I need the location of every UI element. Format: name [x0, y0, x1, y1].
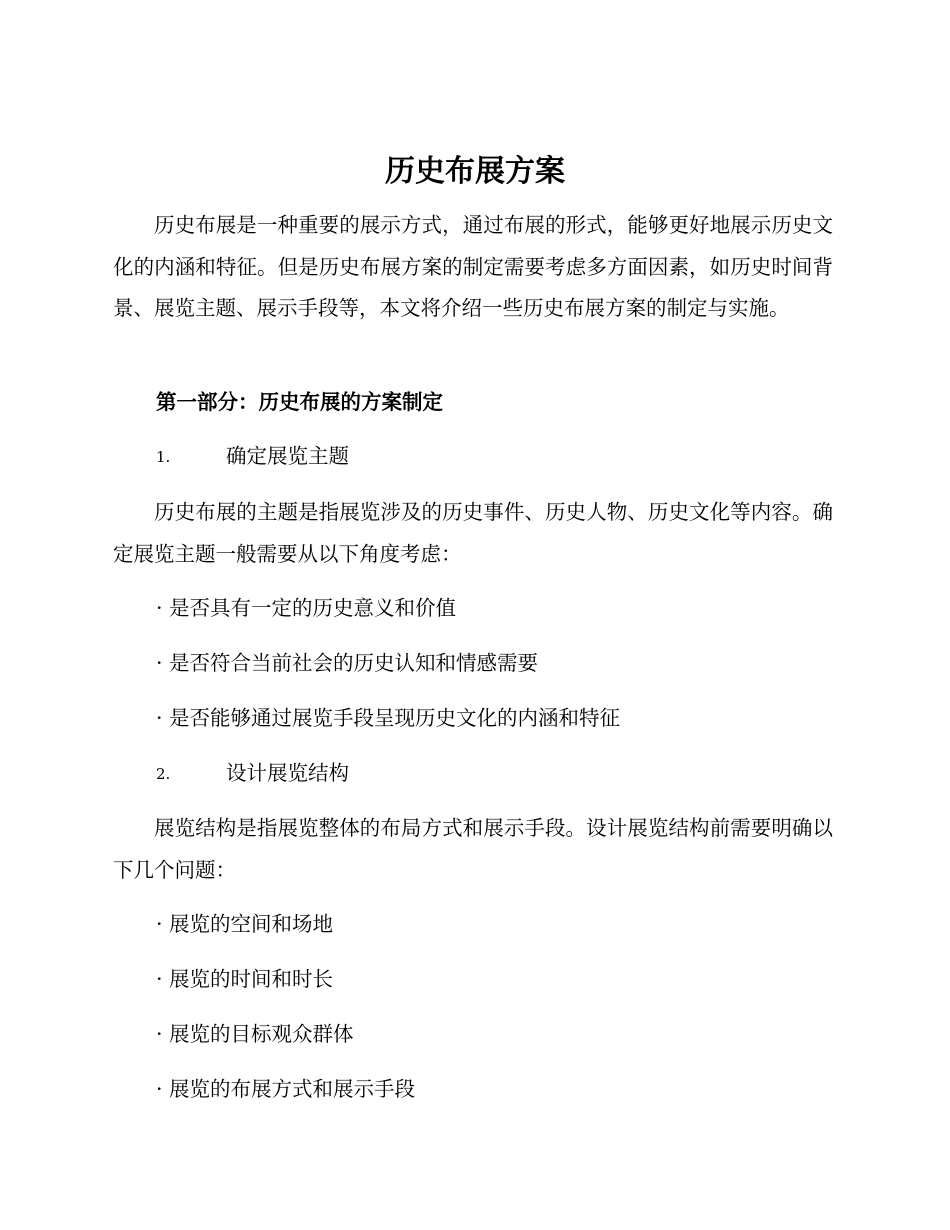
- item1-bullet-3: · 是否能够通过展览手段呈现历史文化的内涵和特征: [156, 706, 621, 730]
- item1-bullet-2: · 是否符合当前社会的历史认知和情感需要: [156, 651, 539, 675]
- part1-heading: 第一部分：历史布展的方案制定: [156, 390, 443, 414]
- item2-bullet-3: · 展览的目标观众群体: [156, 1022, 354, 1046]
- item2-number: 2.: [156, 765, 171, 783]
- item2-paragraph: 展览结构是指展览整体的布局方式和展示手段。设计展览结构前需要明确以下几个问题：: [113, 816, 833, 882]
- document-title: 历史布展方案: [385, 154, 565, 189]
- item1-number: 1.: [156, 448, 171, 466]
- item2-heading: 设计展览结构: [226, 761, 349, 785]
- item2-bullet-2: · 展览的时间和时长: [156, 967, 334, 991]
- intro-paragraph: 历史布展是一种重要的展示方式，通过布展的形式，能够更好地展示历史文化的内涵和特征。但是历史布展方案的制定需要考虑多方面因素，如历史时间背景、展览主题、展示手段等，本文将介绍一些历史布展方案的制定与实施。: [113, 213, 833, 320]
- item1-heading: 确定展览主题: [226, 444, 349, 468]
- item1-bullet-1: · 是否具有一定的历史意义和价值: [156, 596, 457, 620]
- item2-bullet-1: · 展览的空间和场地: [156, 912, 334, 936]
- item2-bullet-4: · 展览的布展方式和展示手段: [156, 1077, 416, 1101]
- item1-paragraph: 历史布展的主题是指展览涉及的历史事件、历史人物、历史文化等内容。确定展览主题一般需要从以下角度考虑：: [113, 500, 833, 566]
